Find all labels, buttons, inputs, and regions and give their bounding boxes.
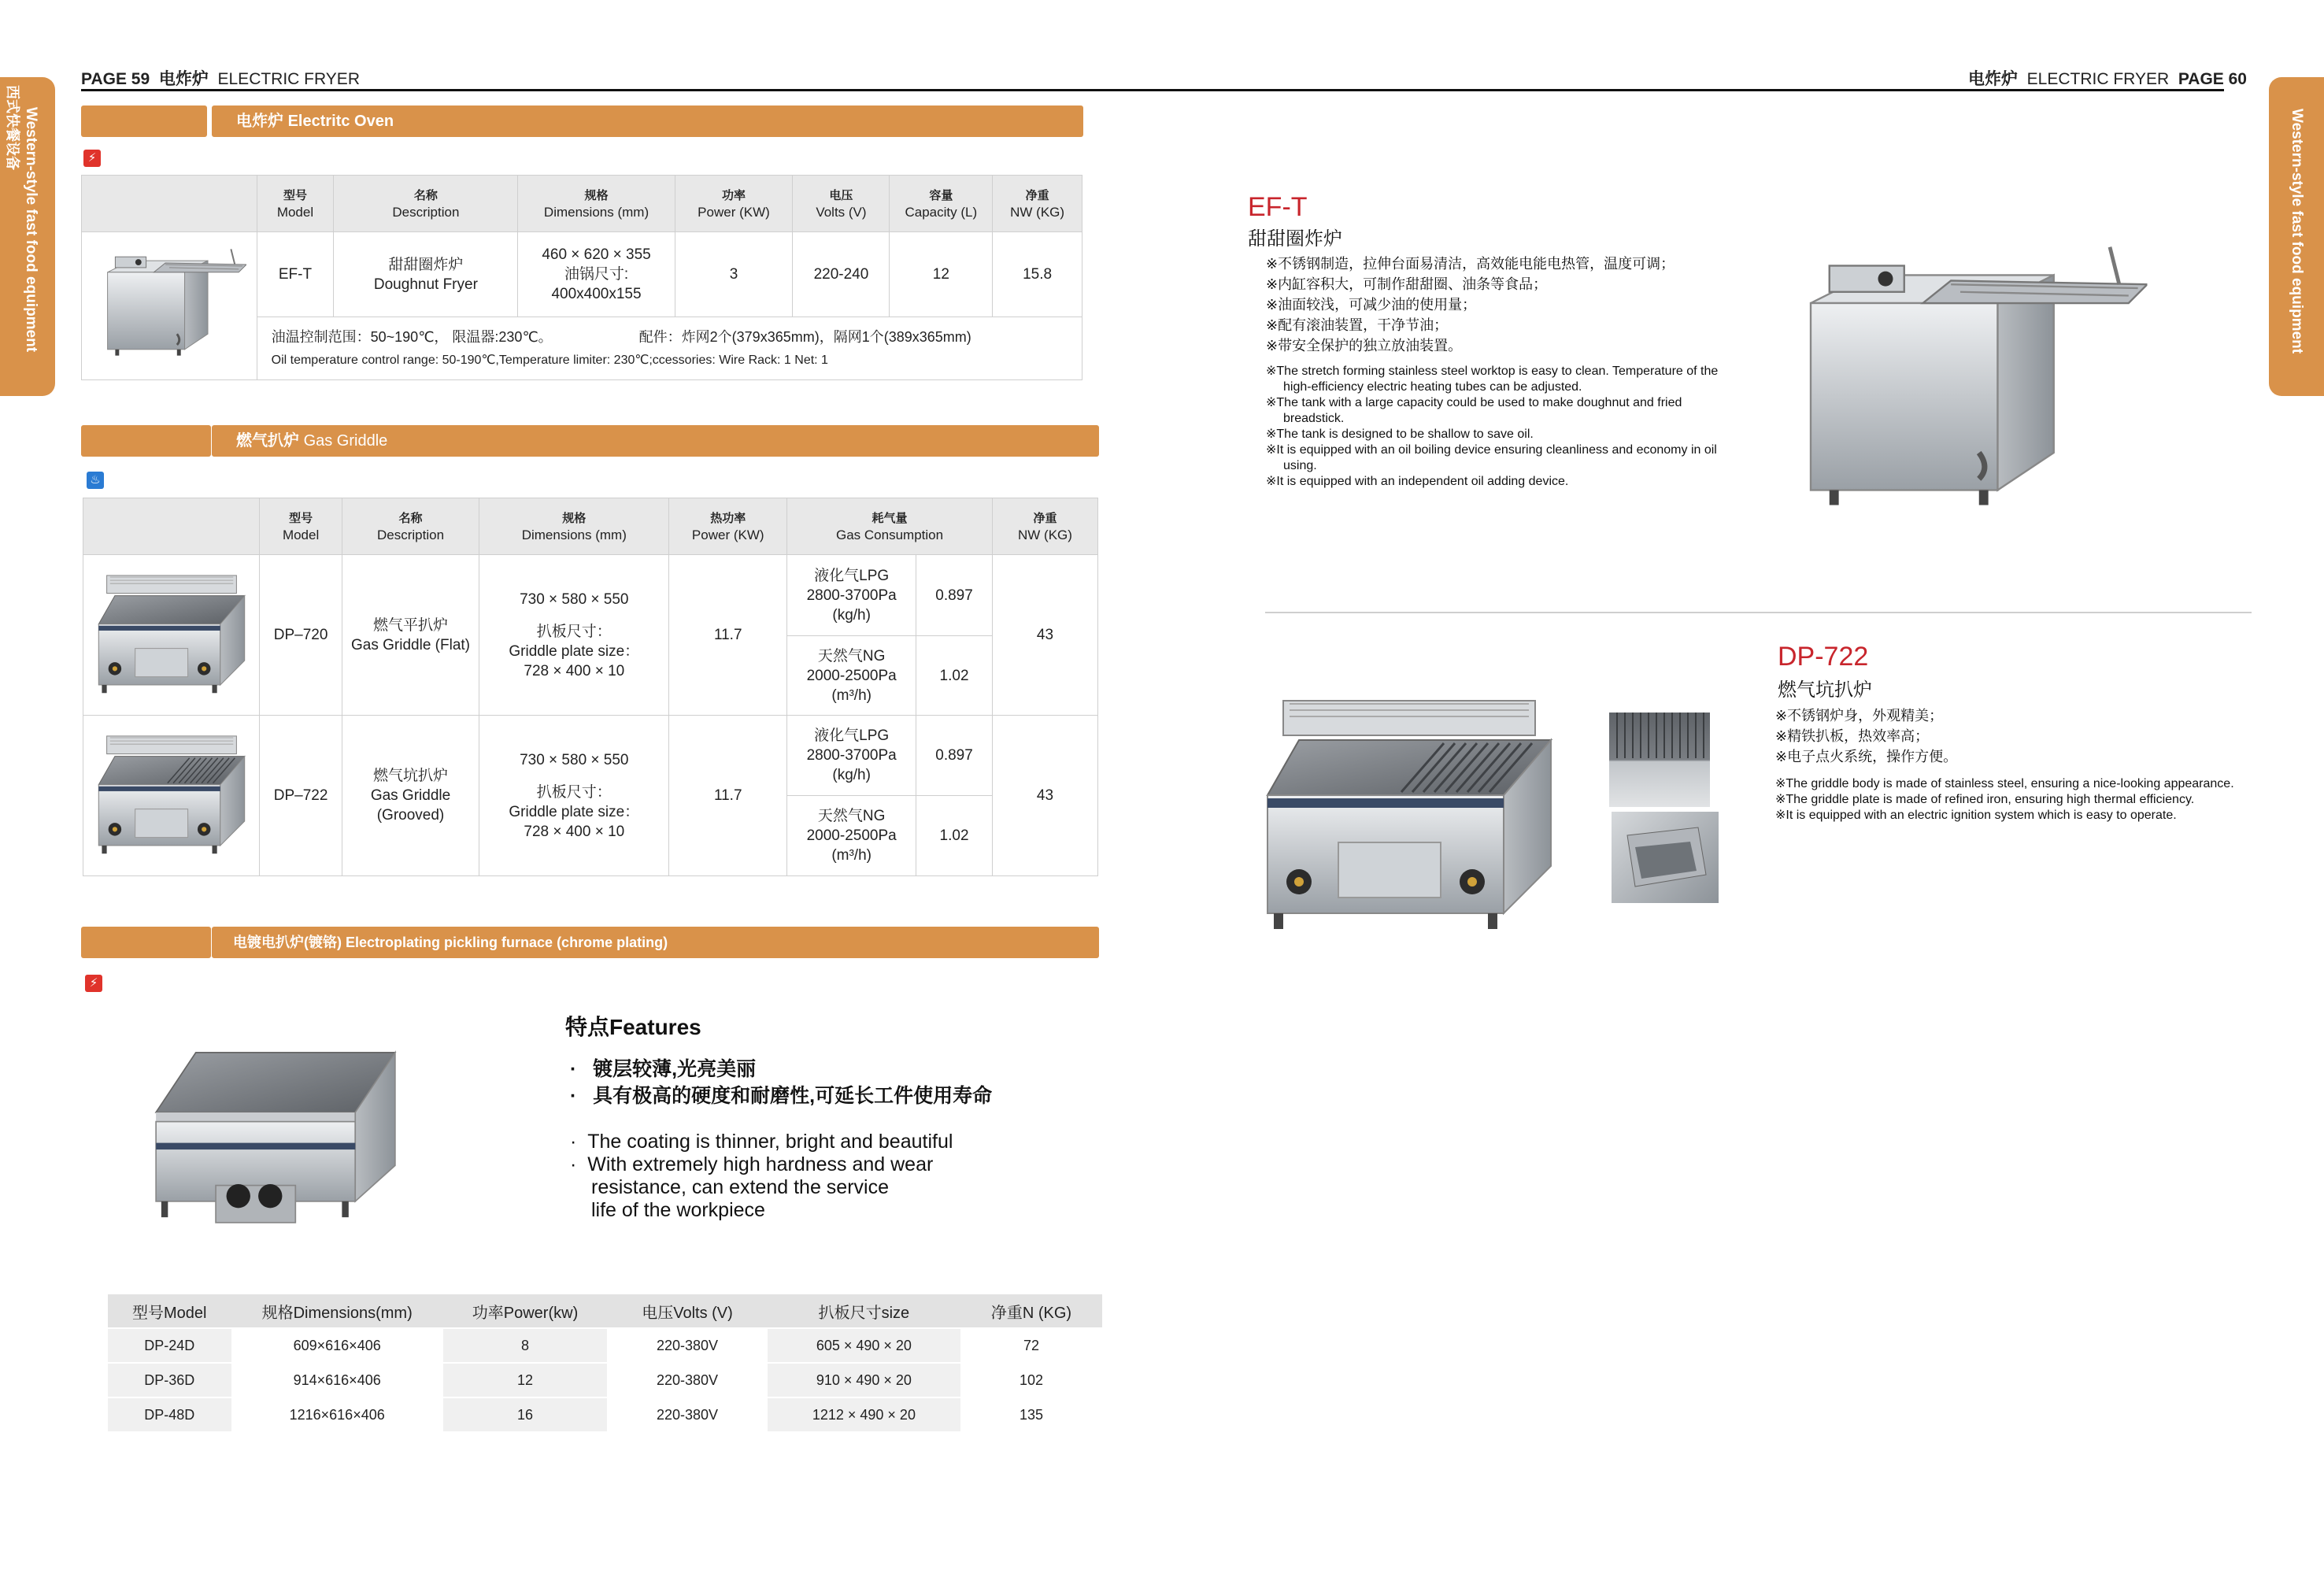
features-cn-2: · 具有极高的硬度和耐磨性,可延长工件使用寿命 [570,1085,993,1107]
header-right-cn: 电炸炉 [1968,70,2018,88]
cell-gas-lpg-value: 0.897 [916,716,993,796]
cell-power: 16 [443,1397,607,1432]
cell-nw: 135 [960,1397,1102,1432]
dp722-subtitle: 燃气坑扒炉 [1778,679,1872,701]
header-rule [81,89,2224,91]
table-header: 型号Model [108,1294,231,1328]
table-row [83,716,1098,796]
griddle-spec-table [83,498,1098,876]
table-header: 净重 NW (KG) [993,176,1082,232]
electric-griddle-table [108,1294,1102,1433]
eft-title: EF-T [1248,192,1308,222]
section2-stub [81,425,211,457]
table-header-row [83,498,1098,555]
cell-gas-ng: 天然气NG 2000-2500Pa (m³/h) [787,796,916,876]
cell-power: 11.7 [669,716,787,876]
table-row [108,1397,1102,1432]
section3-cn: 电镀电扒炉(镀铬) [233,935,342,950]
side-tab-left-cn: 西式快餐设备 [5,85,20,170]
table-note [257,317,1082,380]
section1-cn: 电炸炉 [236,113,283,130]
cell-model: DP-36D [108,1363,231,1397]
section-divider [1265,612,2252,613]
table-header: 热功率 Power (KW) [669,498,787,555]
cell-gas-ng-value: 1.02 [916,796,993,876]
dp722-bullets: ※不锈钢炉身，外观精美； ※精铁扒板，热效率高； ※电子点火系统，操作方便。 [1775,708,1958,764]
table-header-row [108,1294,1102,1328]
cell-model: DP–722 [260,716,342,876]
table-header: 名称 Description [342,498,479,555]
gas-flame-icon: ♨ [87,472,104,489]
cell-gas-lpg: 液化气LPG 2800-3700Pa (kg/h) [787,555,916,636]
header-right-en: ELECTRIC FRYER [2026,70,2170,88]
cell-dimensions: 609×616×406 [231,1328,443,1363]
cell-power: 11.7 [669,555,787,716]
section1-en: Electritc Oven [287,113,394,130]
dp722-detail-tray-image [1612,812,1719,903]
side-tab-left [0,77,55,396]
cell-model: DP–720 [260,555,342,716]
section3-en: Electroplating pickling furnace (chrome plating) [346,935,668,950]
table-header-image [83,498,260,555]
table-header: 扒板尺寸size [768,1294,960,1328]
cell-size: 910 × 490 × 20 [768,1363,960,1397]
product-image-eft [82,232,257,380]
header-right [1968,66,2247,90]
section1-title [236,105,394,137]
table-header: 净重 NW (KG) [992,498,1097,555]
cell-power: 8 [443,1328,607,1363]
section3-stub [81,927,211,958]
cell-size: 605 × 490 × 20 [768,1328,960,1363]
side-tab-right [2269,77,2324,396]
table-row [108,1328,1102,1363]
cell-nw: 43 [992,555,1097,716]
cell-description: 燃气平扒炉 Gas Griddle (Flat) [342,555,479,716]
header-left-cn: 电炸炉 [158,70,209,88]
cell-nw: 43 [992,716,1097,876]
page-number-right: PAGE 60 [2178,70,2247,88]
fryer-spec-table [81,175,1082,380]
header-left [81,66,360,90]
electric-icon: ⚡ [85,975,102,992]
table-header: 型号 Model [260,498,342,555]
table-header: 电压 Volts (V) [793,176,890,232]
table-header: 耗气量 Gas Consumption [787,498,993,555]
table-header: 型号 Model [257,176,334,232]
side-tab-right-en: Western-style fast food equipment [2289,109,2305,354]
cell-gas-lpg: 液化气LPG 2800-3700Pa (kg/h) [787,716,916,796]
product-image-electric-griddle [142,1039,409,1256]
features-title: 特点Features [565,1015,701,1039]
table-header: 功率 Power (KW) [675,176,793,232]
cell-volts: 220-380V [607,1397,768,1432]
table-header: 规格 Dimensions (mm) [479,498,669,555]
cell-model: EF-T [257,232,334,317]
note-cn-accessories: 配件：炸网2个(379x365mm)，隔网1个(389x365mm) [638,328,971,345]
section2-cn: 燃气扒炉 [236,432,299,450]
table-header: 规格Dimensions(mm) [231,1294,443,1328]
features-en-1: · The coating is thinner, bright and beautiful [570,1131,953,1153]
cell-dimensions: 460 × 620 × 355 油锅尺寸: 400x400x155 [518,232,675,317]
cell-dimensions: 730 × 580 × 550 扒板尺寸： Griddle plate size： 728 × 400 × 10 [479,716,669,876]
cell-capacity: 12 [890,232,993,317]
side-tab-left-en: Western-style fast food equipment [23,107,39,353]
cell-gas-ng: 天然气NG 2000-2500Pa (m³/h) [787,636,916,716]
cell-description: 燃气坑扒炉 Gas Griddle (Grooved) [342,716,479,876]
features-cn-1: · 镀层较薄,光亮美丽 [570,1058,757,1080]
table-header-image [82,176,257,232]
table-header: 电压Volts (V) [607,1294,768,1328]
dp722-detail-plate-image [1609,713,1710,807]
cell-volts: 220-380V [607,1328,768,1363]
eft-bullets: ※不锈钢制造，拉伸台面易清洁，高效能电能电热管，温度可调； ※内缸容积大，可制作甜甜圈、油条等食品； ※油面较浅，可减少油的使用量； ※配有滚油装置，干净节油； ※带安全保护的独立放油装置。 [1266,256,1675,354]
cell-dimensions: 730 × 580 × 550 扒板尺寸： Griddle plate size： 728 × 400 × 10 [479,555,669,716]
section2-en: Gas Griddle [303,432,388,450]
dp722-product-image [1252,677,1567,949]
section2-title [236,425,387,457]
cell-model: DP-24D [108,1328,231,1363]
header-left-en: ELECTRIC FRYER [217,70,360,88]
table-header: 规格 Dimensions (mm) [518,176,675,232]
electric-icon: ⚡ [83,150,101,167]
eft-notes: ※The stretch forming stainless steel worktop is easy to clean. Temperature of the high-efficiency electric heating tubes can be adjusted. ※The tank with a large capacity could be used to make doughnut and fried breadstick. ※The tank is designed to be shallow to save oil. ※It is equipped with an oil boiling device ensuring cleanliness and economy in oil using. ※It is equipped with an independent oil adding device. [1266,365,1719,488]
table-row [82,232,1082,317]
product-image-dp722 [83,716,260,876]
cell-gas-lpg-value: 0.897 [916,555,993,636]
cell-volts: 220-240 [793,232,890,317]
dp722-title: DP-722 [1778,642,1869,672]
features-en-2: · With extremely high hardness and wear resistance, can extend the service life of the workpiece [570,1153,934,1221]
note-en: Oil temperature control range: 50-190℃,Temperature limiter: 230℃;ccessories: Wire Rack: 1 Net: 1 [271,353,828,367]
cell-gas-ng-value: 1.02 [916,636,993,716]
note-cn: 油温控制范围：50~190℃， 限温器:230℃。 [271,328,553,345]
table-header-row [82,176,1082,232]
table-header: 净重N (KG) [960,1294,1102,1328]
table-header: 功率Power(kw) [443,1294,607,1328]
cell-size: 1212 × 490 × 20 [768,1397,960,1432]
cell-nw: 72 [960,1328,1102,1363]
product-image-dp720 [83,555,260,716]
cell-nw: 15.8 [993,232,1082,317]
cell-description: 甜甜圈炸炉 Doughnut Fryer [334,232,518,317]
table-header: 容量 Capacity (L) [890,176,993,232]
cell-dimensions: 1216×616×406 [231,1397,443,1432]
page-number-left: PAGE 59 [81,70,150,88]
cell-nw: 102 [960,1363,1102,1397]
eft-subtitle: 甜甜圈炸炉 [1248,228,1342,250]
table-header: 名称 Description [334,176,518,232]
table-row [108,1363,1102,1397]
section3-title [233,927,668,958]
dp722-notes: ※The griddle body is made of stainless steel, ensuring a nice-looking appearance. ※The griddle plate is made of refined iron, ensuring high thermal efficiency. ※It is equipped with an electric ignition system which is easy to operate. [1775,777,2234,822]
cell-volts: 220-380V [607,1363,768,1397]
cell-power: 12 [443,1363,607,1397]
table-row [83,555,1098,636]
section1-stub [81,105,207,137]
cell-dimensions: 914×616×406 [231,1363,443,1397]
cell-model: DP-48D [108,1397,231,1432]
cell-power: 3 [675,232,793,317]
eft-product-image [1771,228,2149,531]
